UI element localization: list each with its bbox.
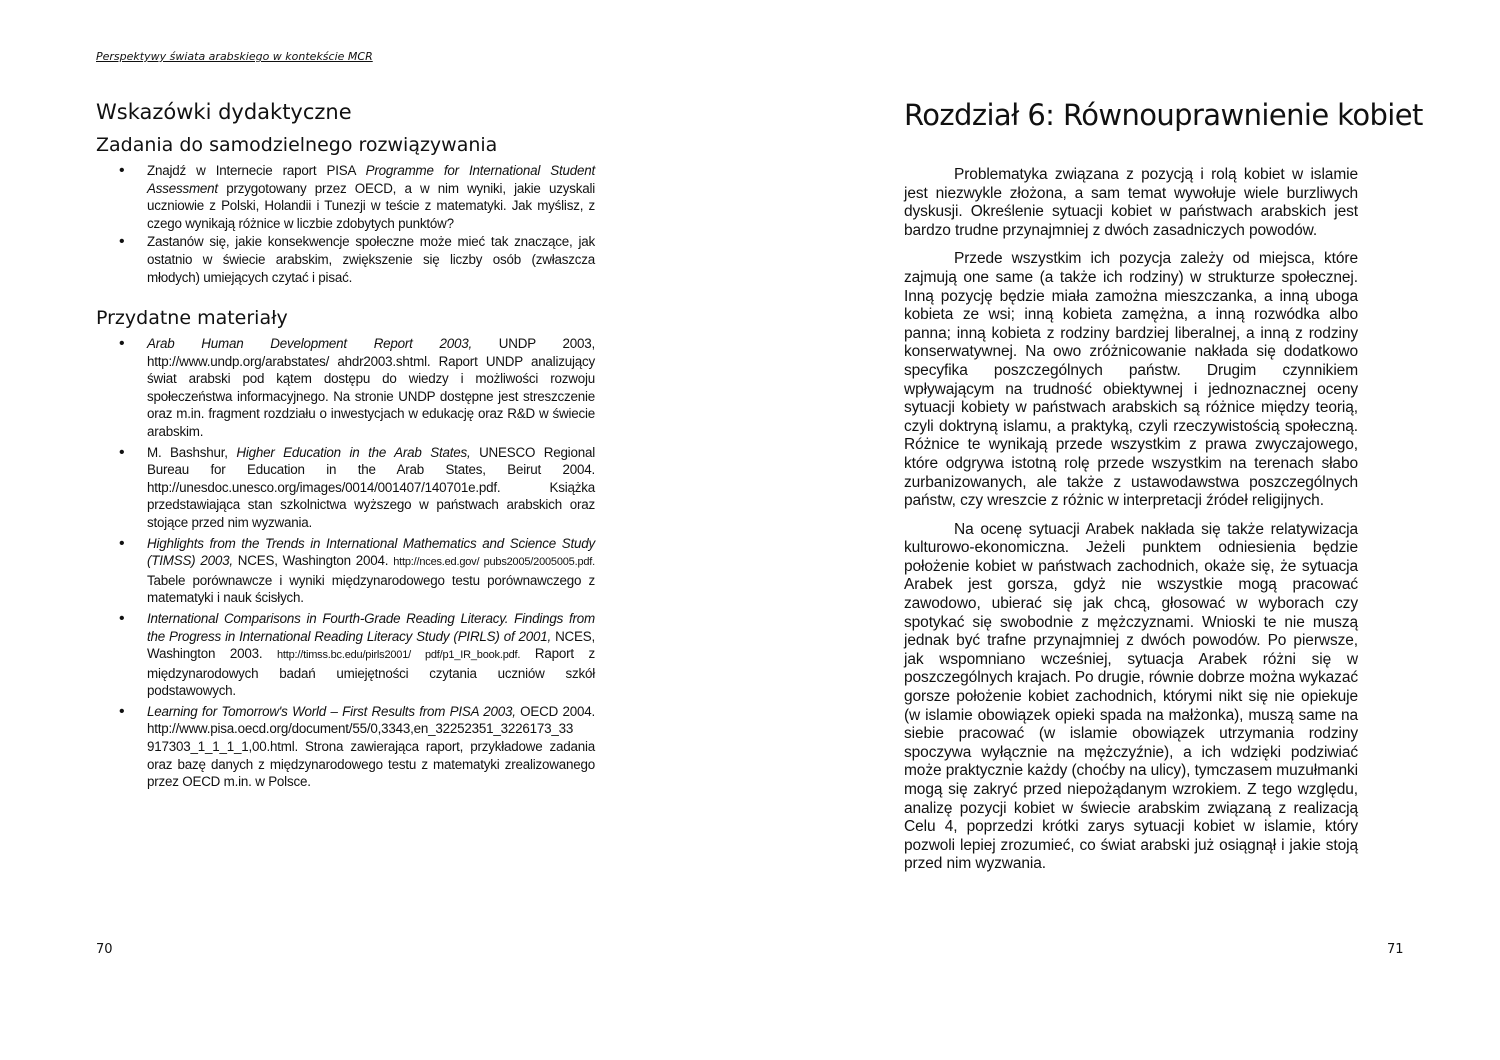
running-header: Perspektywy świata arabskiego w kontekście MCR	[96, 50, 373, 63]
material-item: • Learning for Tomorrow's World – First Results from PISA 2003, OECD 2004. http://www.pisa.oecd.org/document/55/0,3343,en_32252351_3226173_33 917303_1_1_1_1,00.html. Strona zawierająca raport, przykładowe zadania oraz bazę danych z międzynarodowego testu z matematyki zrealizowanego przez OECD m.in. w Polsce.	[147, 703, 595, 791]
tasks-list	[147, 162, 595, 287]
section-heading-didactic: Wskazówki dydaktyczne	[96, 100, 352, 124]
material-item: • M. Bashshur, Higher Education in the Arab States, UNESCO Regional Bureau for Education in the Arab States, Beirut 2004. http://unesdoc.unesco.org/images/0014/001407/140701e.pdf. Książka przedstawiająca stan szkolnictwa wyższego w państwach arabskich oraz stojące przed nim wyzwania.	[147, 444, 595, 532]
body-paragraph: Problematyka związana z pozycją i rolą kobiet w islamie jest niezwykle złożona, a sam temat wywołuje wiele burzliwych dyskusji. Określenie sytuacji kobiet w państwach arabskich jest bardzo trudne przynajmniej z dwóch zasadniczych powodów.	[904, 166, 1358, 239]
materials-heading: Przydatne materiały	[96, 307, 288, 329]
tasks-heading: Zadania do samodzielnego rozwiązywania	[96, 134, 498, 156]
page-number-left: 70	[96, 942, 113, 957]
materials-list	[147, 335, 595, 794]
chapter-body	[904, 166, 1358, 884]
body-paragraph: Przede wszystkim ich pozycja zależy od miejsca, które zajmują one same (a także ich rodziny) w strukturze społecznej. Inną pozycję będzie miała zamożna mieszczanka, a inną uboga kobieta ze wsi; inną kobieta zamężna, a inną rozwódka albo panna; inną kobieta z rodziny bardziej liberalnej, a inną z rodziny konserwatywnej. Na owo zróżnicowanie nakłada się dodatkowo specyfika poszczególnych państw. Drugim czynnikiem wpływającym na trudność obiektywnej i jednoznacznej oceny sytuacji kobiety w państwach arabskich są różnice między teorią, czyli doktryną islamu, a praktyką, czyli rzeczywistością społeczną. Różnice te wynikają przede wszystkim z prawa zwyczajowego, które odgrywa istotną rolę przede wszystkim na terenach słabo zurbanizowanych, ale także z ustawodawstwa poszczególnych państw, czy wreszcie z różnic w interpretacji źródeł religijnych.	[904, 250, 1358, 510]
material-item: • Highlights from the Trends in International Mathematics and Science Study (TIMSS) 2003, NCES, Washington 2004. http://nces.ed.gov/ pubs2005/2005005.pdf. Tabele porównawcze i wyniki międzynarodowego testu porównawczego z matematyki i nauk ścisłych.	[147, 535, 595, 607]
body-paragraph: Na ocenę sytuacji Arabek nakłada się także relatywizacja kulturowo-ekonomiczna. Jeżeli punktem odniesienia będzie położenie kobiet w państwach zachodnich, okaże się, że sytuacja Arabek jest gorsza, gdyż nie wszystkie mogą pracować zawodowo, ubierać się jak chcą, głosować w wyborach czy spotykać się swobodnie z mężczyznami. Wnioski te nie muszą jednak być trafne przynajmniej z dwóch powodów. Po pierwsze, jak wspomniano wcześniej, sytuacja Arabek różni się w poszczególnych krajach. Po drugie, równie dobrze można wykazać gorsze położenie kobiet zachodnich, którymi nikt się nie opiekuje (w islamie obowiązek opieki spada na małżonka), muszą same na siebie pracować (w islamie obowiązek utrzymania rodziny spoczywa wyłącznie na mężczyźnie), a ich wdzięki podziwiać może praktycznie każdy (choćby na ulicy), tymczasem muzułmanki mogą się zakryć przed niepożądanym wzrokiem. Z tego względu, analizę pozycji kobiet w świecie arabskim związaną z realizacją Celu 4, poprzedzi krótki zarys sytuacji kobiet w islamie, który pozwoli lepiej zrozumieć, co świat arabski już osiągnął i jakie stoją przed nim wyzwania.	[904, 520, 1358, 873]
material-item: • International Comparisons in Fourth-Grade Reading Literacy. Findings from the Progress in International Reading Literacy Study (PIRLS) of 2001, NCES, Washington 2003. http://timss.bc.edu/pirls2001/ pdf/p1_IR_book.pdf. Raport z międzynarodowych badań umiejętności czytania uczniów szkół podstawowych.	[147, 610, 595, 700]
task-item: • Zastanów się, jakie konsekwencje społeczne może mieć tak znaczące, jak ostatnio w świecie arabskim, zwiększenie się liczby osób (zwłaszcza młodych) umiejących czytać i pisać.	[147, 233, 595, 286]
chapter-title: Rozdział 6: Równouprawnienie kobiet	[904, 98, 1423, 132]
page-number-right: 71	[1387, 942, 1404, 957]
task-item: • Znajdź w Internecie raport PISA Programme for International Student Assessment przygotowany przez OECD, a w nim wyniki, jakie uzyskali uczniowie z Polski, Holandii i Tunezji w teście z matematyki. Jak myślisz, z czego wynikają różnice w liczbie zdobytych punktów?	[147, 162, 595, 232]
material-item: • Arab Human Development Report 2003, UNDP 2003, http://www.undp.org/arabstates/ ahdr2003.shtml. Raport UNDP analizujący świat arabski pod kątem dostępu do wiedzy i możliwości rozwoju społeczeństwa informacyjnego. Na stronie UNDP dostępne jest streszczenie oraz m.in. fragment rozdziału o inwestycjach w edukację oraz R&D w świecie arabskim.	[147, 335, 595, 441]
right-page	[750, 0, 1500, 1060]
